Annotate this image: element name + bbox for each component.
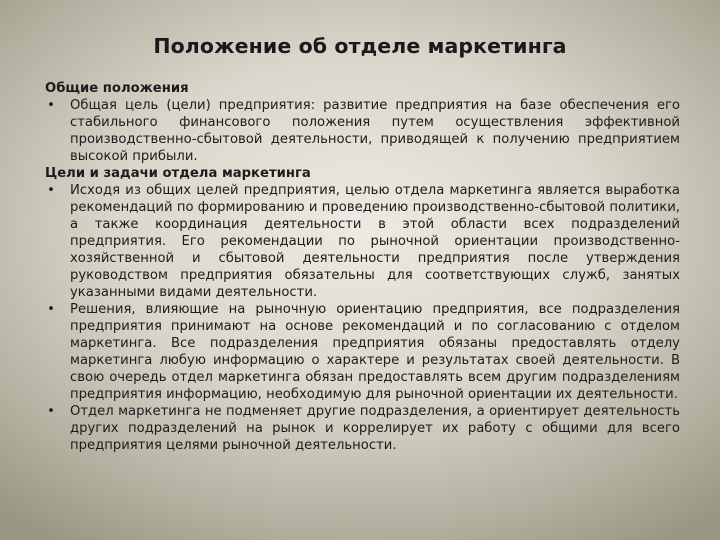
list-item-text: Отдел маркетинга не подменяет другие подразделения, а ориентирует деятельность других подразделений на рынок и коррелирует их работу с общими для всего предприятия целями рыночной деятельности. — [70, 404, 680, 453]
bullet-icon: • — [47, 302, 55, 317]
bullet-icon: • — [47, 404, 55, 419]
bullet-icon: • — [47, 183, 55, 198]
list-item — [45, 301, 680, 403]
list-item-text: Общая цель (цели) предприятия: развитие предприятия на базе обеспечения его стабильного финансового положения путем осуществления эффективной производственно-сбытовой деятельности, приводящей к получению предприятием высокой прибыли. — [70, 98, 680, 164]
list-item-text: Исходя из общих целей предприятия, целью отдела маркетинга является выработка рекомендаций по формированию и проведению производственно-сбытовой политики, а также координация деятельности в этой области всех подразделений предприятия. Его рекомендации по рыночной ориентации производственно-хозяйственной и сбытовой деятельности предприятия после утверждения руководством предприятия обязательны для соответствующих служб, занятых указанными видами деятельности. — [70, 183, 680, 300]
list-item — [45, 182, 680, 301]
section-heading-goals: Цели и задачи отдела маркетинга — [45, 166, 311, 181]
section-heading-general: Общие положения — [45, 81, 189, 96]
slide-content — [45, 80, 680, 454]
list-item — [45, 403, 680, 454]
list-item-text: Решения, влияющие на рыночную ориентацию предприятия, все подразделения предприятия принимают на основе рекомендаций и по согласованию с отделом маркетинга. Все подразделения предприятия обязаны предоставлять отделу маркетинга любую информацию о характере и результатах своей деятельности. В свою очередь отдел маркетинга обязан предоставлять всем другим подразделениям предприятия информацию, необходимую для рыночной ориентации их деятельности. — [70, 302, 680, 402]
list-item — [45, 97, 680, 165]
bullet-icon: • — [47, 98, 55, 113]
slide-title: Положение об отделе маркетинга — [153, 34, 567, 58]
